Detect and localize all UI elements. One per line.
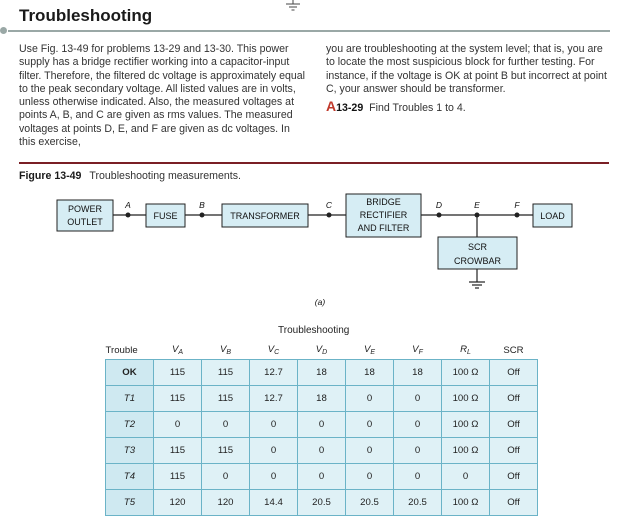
cell-scr: Off	[490, 490, 538, 516]
cell-vd: 18	[298, 360, 346, 386]
cell-vb: 115	[202, 438, 250, 464]
cell-va: 115	[154, 360, 202, 386]
cell-rl: 100 Ω	[442, 360, 490, 386]
point-c-label: C	[325, 200, 333, 210]
row-label: T2	[106, 412, 154, 438]
cell-va: 115	[154, 464, 202, 490]
cell-vb: 120	[202, 490, 250, 516]
outlet-label-line1: POWER	[67, 204, 103, 214]
point-b-label: B	[199, 200, 205, 210]
header-va: $V_A$	[154, 341, 202, 360]
cell-vc: 12.7	[250, 360, 298, 386]
cell-rl: 100 Ω	[442, 386, 490, 412]
cell-ve: 0	[346, 386, 394, 412]
point-a-label: A	[125, 200, 131, 210]
cell-va: 115	[154, 438, 202, 464]
cell-scr: Off	[490, 464, 538, 490]
header-trouble: Trouble	[106, 341, 154, 360]
cell-vf: 0	[394, 464, 442, 490]
cell-rl: 100 Ω	[442, 490, 490, 516]
cell-scr: Off	[490, 360, 538, 386]
table-row	[106, 412, 538, 438]
cell-rl: 100 Ω	[442, 438, 490, 464]
header-vb: $V_B$	[202, 341, 250, 360]
cell-vd: 20.5	[298, 490, 346, 516]
cell-va: 115	[154, 386, 202, 412]
header-vd: $V_D$	[298, 341, 346, 360]
scr-label-line2: CROWBAR	[454, 256, 501, 266]
table-row	[106, 360, 538, 386]
cell-va: 0	[154, 412, 202, 438]
cell-vf: 18	[394, 360, 442, 386]
table-title: Troubleshooting	[278, 325, 350, 336]
cell-vc: 0	[250, 464, 298, 490]
scr-label-line1: SCR	[467, 242, 488, 252]
header-vf: $V_F$	[394, 341, 442, 360]
cell-va: 120	[154, 490, 202, 516]
header-scr: SCR	[490, 341, 538, 360]
troubleshooting-table	[105, 341, 538, 516]
cell-vc: 0	[250, 438, 298, 464]
load-label: LOAD	[540, 211, 565, 221]
cell-vd: 18	[298, 386, 346, 412]
cell-vb: 0	[202, 412, 250, 438]
cell-vf: 0	[394, 438, 442, 464]
cell-scr: Off	[490, 438, 538, 464]
row-label: T1	[106, 386, 154, 412]
cell-vf: 20.5	[394, 490, 442, 516]
table-row	[106, 464, 538, 490]
cell-ve: 18	[346, 360, 394, 386]
cell-vb: 115	[202, 360, 250, 386]
cell-vc: 14.4	[250, 490, 298, 516]
transformer-label: TRANSFORMER	[230, 211, 300, 221]
intro-paragraph-right: you are troubleshooting at the system level; that is, you are to locate the most suspicious block for further testing. For instance, if the voltage is OK at point B but incorrect at point C, your answer should be transformer.	[326, 43, 607, 95]
problem-text: Find Troubles 1 to 4.	[369, 102, 466, 115]
cell-vb: 0	[202, 464, 250, 490]
row-label: T3	[106, 438, 154, 464]
cell-vb: 115	[202, 386, 250, 412]
figure-label: Figure 13-49	[19, 170, 82, 182]
intro-paragraph-left: Use Fig. 13-49 for problems 13-29 and 13-30. This power supply has a bridge rectifier working into a capacitor-input filter. Therefore, the filtered dc voltage is approximately equal to the peak secondary voltage. All listed values are in volts, unless otherwise indicated. Also, the measured voltages at points A, B, and C are given as rms values. The measured voltages at points D, E, and F are given as dc voltages. In this exercise,	[19, 43, 305, 149]
bridge-label-line2: RECTIFIER	[359, 210, 408, 220]
row-label: T4	[106, 464, 154, 490]
header-ve: $V_E$	[346, 341, 394, 360]
point-e-label: E	[474, 200, 480, 210]
cell-ve: 0	[346, 412, 394, 438]
point-d-label: D	[435, 200, 443, 210]
cell-vd: 0	[298, 464, 346, 490]
table-row	[106, 438, 538, 464]
cell-vc: 12.7	[250, 386, 298, 412]
table-row	[106, 386, 538, 412]
table-row	[106, 490, 538, 516]
cell-scr: Off	[490, 412, 538, 438]
problem-marker: A	[326, 98, 337, 115]
cell-vc: 0	[250, 412, 298, 438]
header-rl: $R_L$	[442, 341, 490, 360]
cell-vd: 0	[298, 438, 346, 464]
problem-number: 13-29	[336, 102, 364, 115]
bridge-label-line1: BRIDGE	[366, 197, 401, 207]
point-f-label: F	[514, 200, 520, 210]
row-label: OK	[106, 360, 154, 386]
figure-caption-text: Troubleshooting measurements.	[89, 170, 241, 182]
cell-ve: 0	[346, 464, 394, 490]
cell-rl: 100 Ω	[442, 412, 490, 438]
row-label: T5	[106, 490, 154, 516]
cell-ve: 0	[346, 438, 394, 464]
cell-vf: 0	[394, 386, 442, 412]
cell-rl: 0	[442, 464, 490, 490]
cell-vd: 0	[298, 412, 346, 438]
diagram-sublabel: (a)	[314, 297, 326, 307]
cell-ve: 20.5	[346, 490, 394, 516]
cell-scr: Off	[490, 386, 538, 412]
fuse-label: FUSE	[153, 211, 178, 221]
table-header-row	[106, 341, 538, 360]
bridge-label-line3: AND FILTER	[357, 223, 410, 233]
header-vc: $V_C$	[250, 341, 298, 360]
outlet-label-line2: OUTLET	[67, 217, 103, 227]
cell-vf: 0	[394, 412, 442, 438]
section-title: Troubleshooting	[19, 6, 153, 25]
